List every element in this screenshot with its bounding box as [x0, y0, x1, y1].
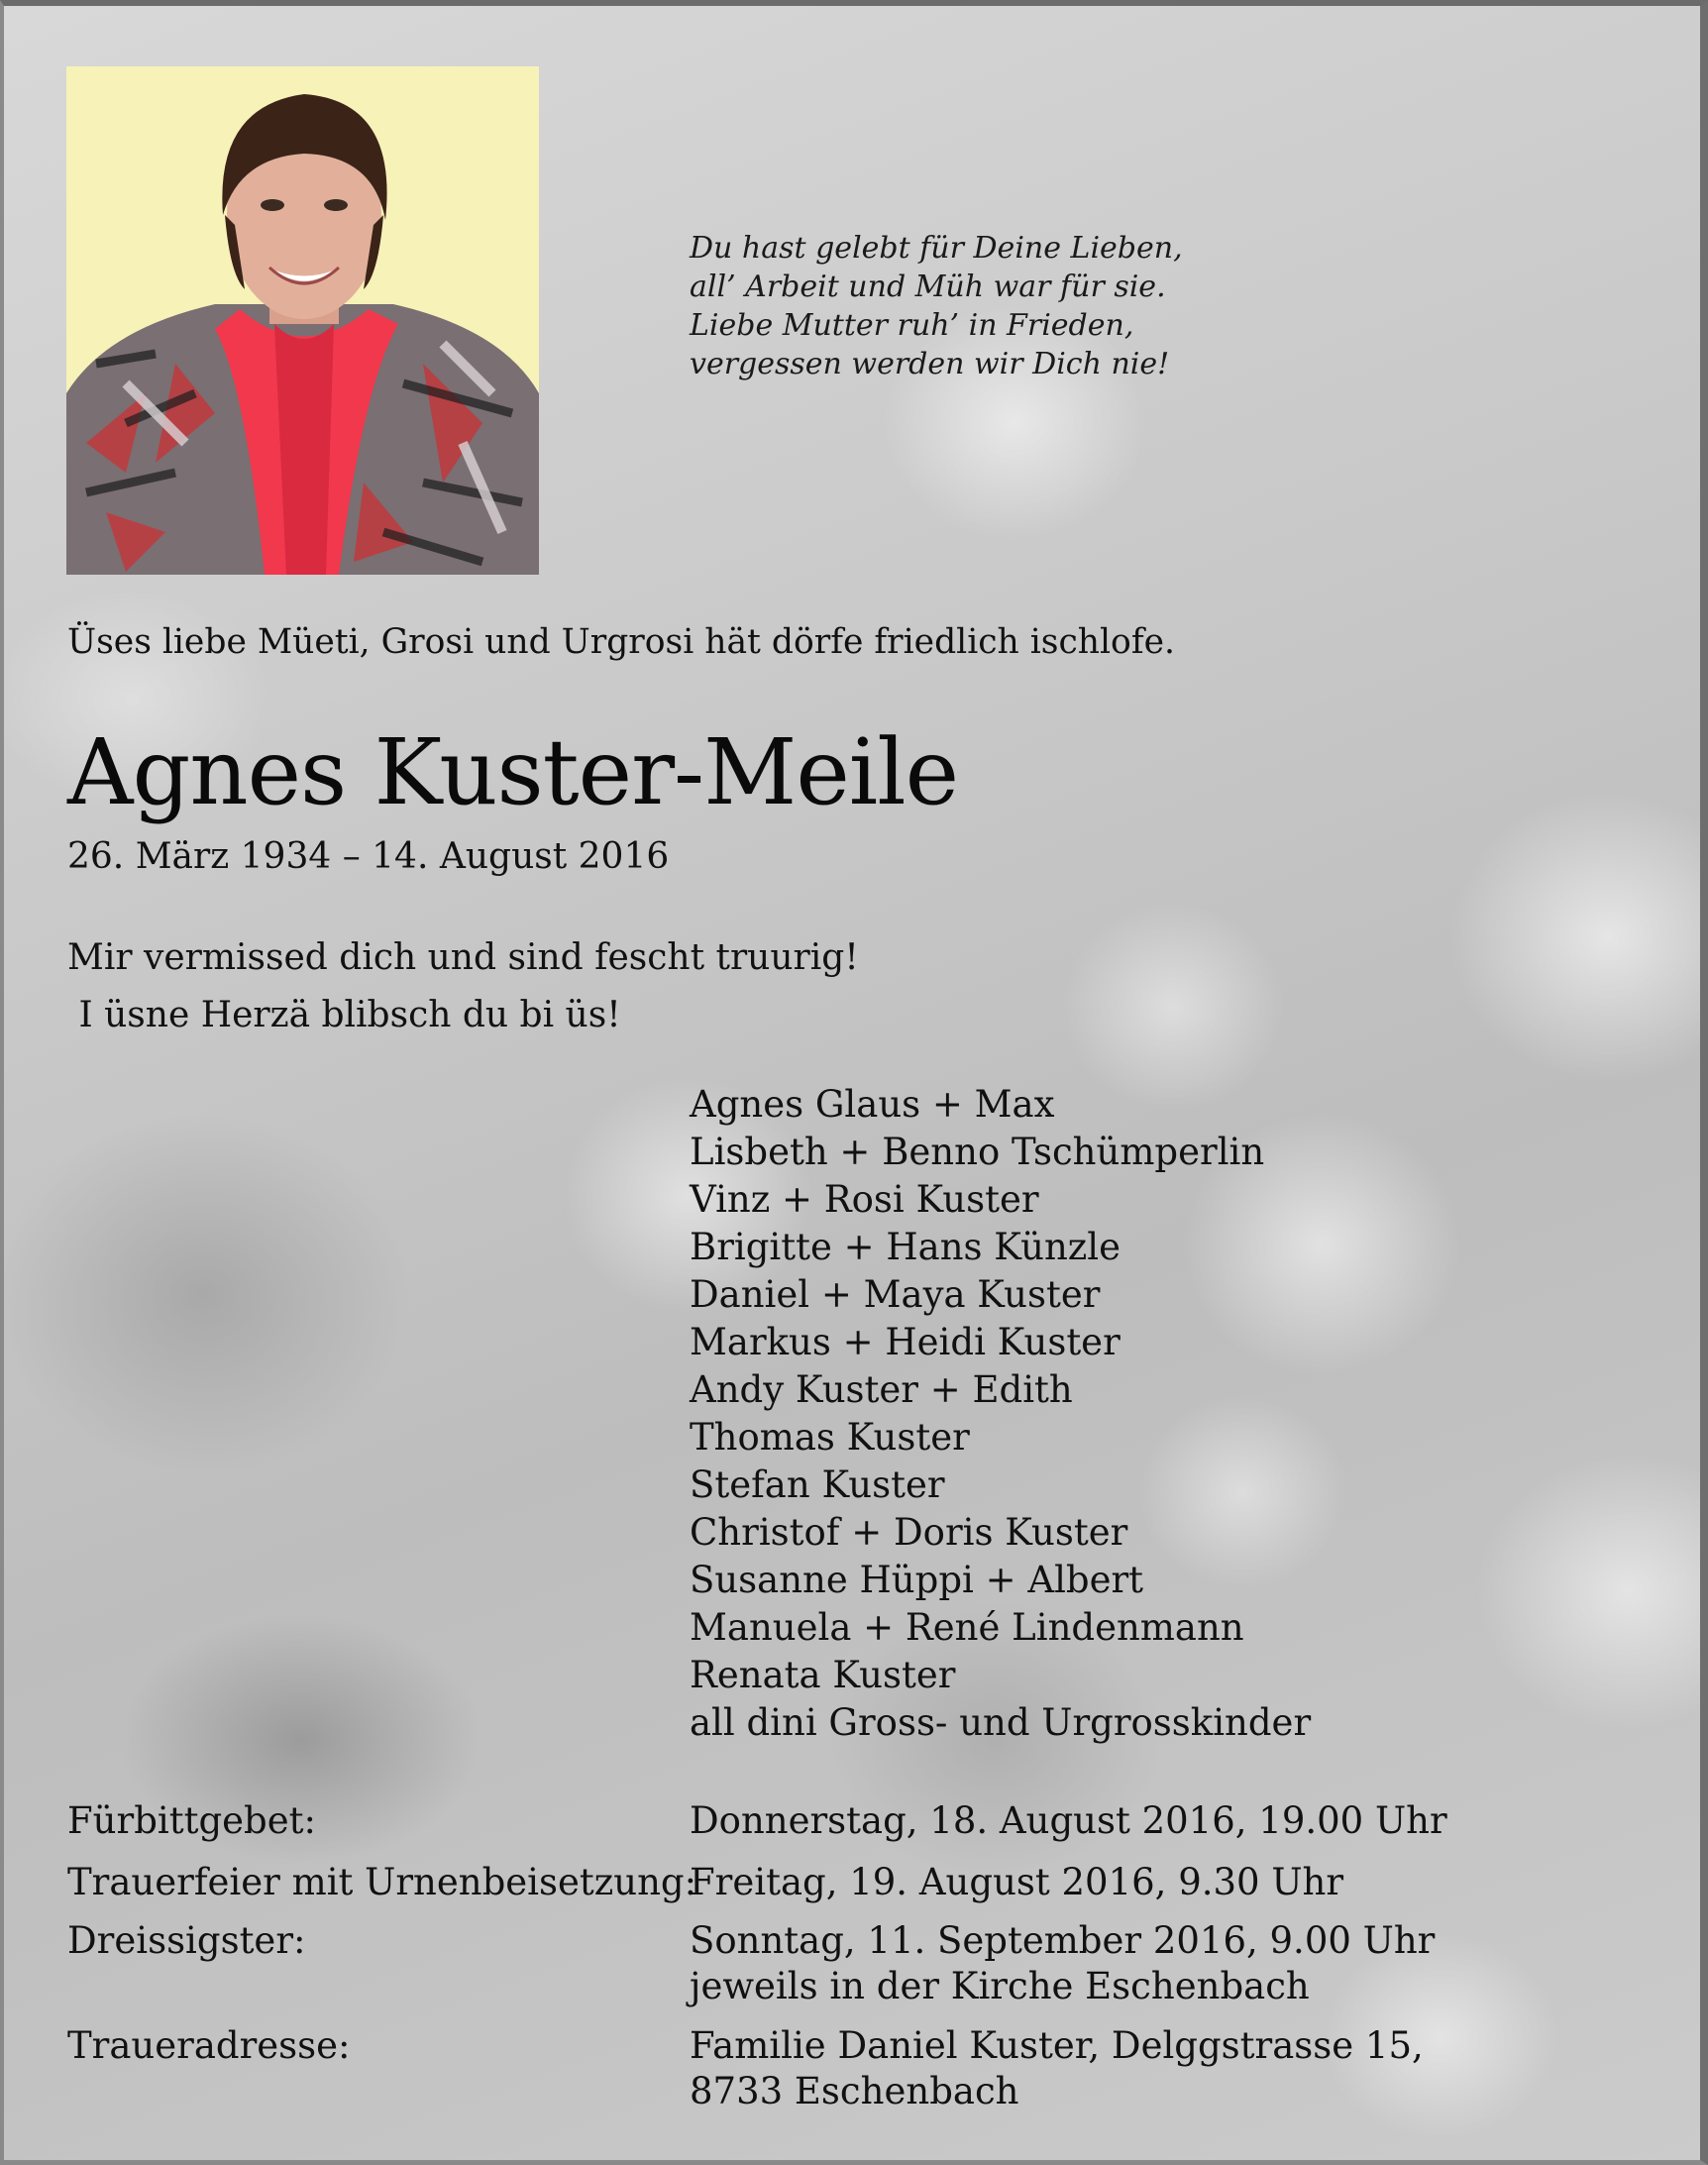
mourner-entry: Renata Kuster	[690, 1654, 956, 1696]
mourner-entry: Christof + Doris Kuster	[690, 1511, 1128, 1554]
intro-text: Üses liebe Müeti, Grosi und Urgrosi hät dörfe friedlich ischlofe.	[67, 622, 1175, 662]
message-line: Mir vermissed dich und sind fescht truurig!	[67, 937, 859, 978]
verse-line: vergessen werden wir Dich nie!	[690, 347, 1170, 381]
mourner-entry: Agnes Glaus + Max	[690, 1083, 1055, 1126]
mourner-entry: Susanne Hüppi + Albert	[690, 1559, 1144, 1601]
prayer-value: Donnerstag, 18. August 2016, 19.00 Uhr	[690, 1799, 1447, 1842]
mourner-entry: Thomas Kuster	[690, 1416, 970, 1459]
farewell-message	[67, 929, 859, 1044]
mourner-entry: all dini Gross- und Urgrosskinder	[690, 1701, 1312, 1744]
message-line: I üsne Herzä blibsch du bi üs!	[67, 995, 621, 1035]
prayer-label: Fürbittgebet:	[67, 1799, 316, 1842]
life-dates: 26. März 1934 – 14. August 2016	[67, 836, 670, 877]
portrait-photo	[66, 66, 539, 575]
verse-line: Liebe Mutter ruh’ in Frieden,	[690, 308, 1134, 343]
address-line-1: Familie Daniel Kuster, Delggstrasse 15,	[690, 2024, 1424, 2067]
mourner-entry: Lisbeth + Benno Tschümperlin	[690, 1131, 1265, 1173]
mourner-entry: Manuela + René Lindenmann	[690, 1606, 1244, 1649]
funeral-label: Trauerfeier mit Urnenbeisetzung:	[67, 1861, 697, 1903]
mourner-entry: Andy Kuster + Edith	[690, 1368, 1073, 1411]
mourner-entry: Brigitte + Hans Künzle	[690, 1226, 1121, 1268]
address-line-2: 8733 Eschenbach	[690, 2070, 1019, 2112]
mourner-entry: Markus + Heidi Kuster	[690, 1321, 1121, 1363]
deceased-name: Agnes Kuster-Meile	[67, 719, 959, 825]
mourner-entry: Vinz + Rosi Kuster	[690, 1178, 1039, 1221]
memorial-verse	[690, 229, 1183, 383]
verse-line: all’ Arbeit und Müh war für sie.	[690, 270, 1166, 304]
funeral-value: Freitag, 19. August 2016, 9.30 Uhr	[690, 1861, 1344, 1903]
address-label: Traueradresse:	[67, 2024, 351, 2067]
thirtieth-note: jeweils in der Kirche Eschenbach	[690, 1965, 1310, 2007]
mourner-entry: Daniel + Maya Kuster	[690, 1273, 1101, 1316]
thirtieth-value: Sonntag, 11. September 2016, 9.00 Uhr	[690, 1919, 1436, 1962]
mourner-entry: Stefan Kuster	[690, 1463, 945, 1506]
thirtieth-label: Dreissigster:	[67, 1919, 306, 1962]
verse-line: Du hast gelebt für Deine Lieben,	[690, 231, 1183, 266]
mourners-list	[690, 1081, 1311, 1747]
